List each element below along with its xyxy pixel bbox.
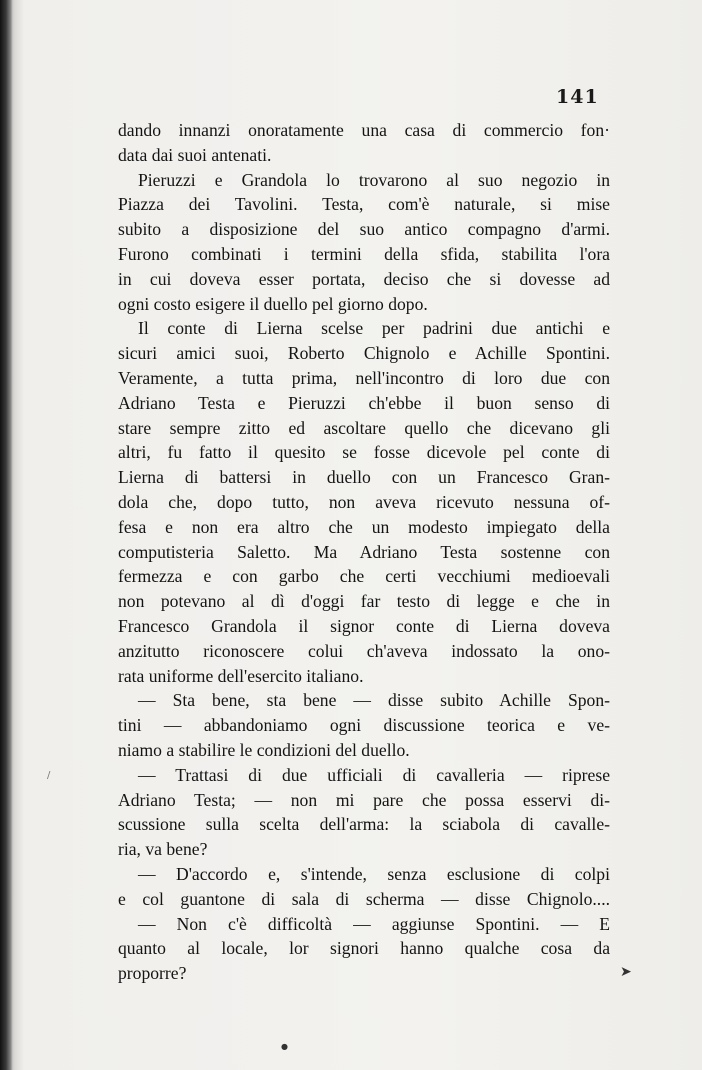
- text-line: e col guantone di sala di scherma — disse Chignolo....: [118, 888, 610, 909]
- text-line: niamo a stabilire le condizioni del duello.: [118, 739, 410, 760]
- text-line: tini — abbandoniamo ogni discussione teorica e ve-: [118, 715, 610, 736]
- text-line: ria, va bene?: [118, 839, 208, 860]
- text-line: dola che, dopo tutto, non aveva ricevuto nessuna of-: [118, 491, 610, 512]
- text-line: — Trattasi di due ufficiali di cavalleria — riprese: [138, 764, 610, 785]
- text-line: Francesco Grandola il signor conte di Lierna doveva: [118, 615, 610, 636]
- text-line: ogni costo esigere il duello pel giorno dopo.: [118, 293, 428, 314]
- page-number: 141: [556, 86, 599, 108]
- ink-speck: ●: [281, 1042, 288, 1051]
- text-line: Lierna di battersi in duello con un Francesco Gran-: [118, 467, 610, 488]
- text-line: Il conte di Lierna scelse per padrini due antichi e: [138, 318, 610, 339]
- text-line: dando innanzi onoratamente una casa di commercio fon·: [118, 120, 610, 140]
- text-line: subito a disposizione del suo antico compagno d'armi.: [118, 219, 610, 240]
- text-line: — Non c'è difficoltà — aggiunse Spontini. — E: [138, 913, 610, 934]
- text-line: sicuri amici suoi, Roberto Chignolo e Achille Spontini.: [118, 343, 610, 364]
- text-line: Piazza dei Tavolini. Testa, com'è naturale, si mise: [118, 194, 610, 215]
- text-line: proporre?: [118, 963, 187, 984]
- text-line: Veramente, a tutta prima, nell'incontro di loro due con: [118, 367, 610, 388]
- text-line: rata uniforme dell'esercito italiano.: [118, 665, 364, 686]
- text-line: anzitutto riconoscere colui ch'aveva indossato la ono-: [118, 640, 610, 661]
- text-line: non potevano al dì d'oggi far testo di legge e che in: [118, 591, 610, 612]
- text-line: fermezza e con garbo che certi vecchiumi medioevali: [118, 566, 610, 587]
- text-line: data dai suoi antenati.: [118, 144, 272, 165]
- text-line: — D'accordo e, s'intende, senza esclusione di colpi: [138, 863, 610, 884]
- text-line: quanto al locale, lor signori hanno qualche cosa da: [118, 938, 610, 959]
- text-line: stare sempre zitto ed ascoltare quello che dicevano gli: [118, 417, 610, 438]
- text-line: Adriano Testa; — non mi pare che possa esservi di-: [118, 789, 610, 810]
- text-line: in cui doveva esser portata, deciso che si dovesse ad: [118, 268, 610, 289]
- text-line: altri, fu fatto il quesito se fosse dicevole pel conte di: [118, 442, 610, 463]
- text-line: Adriano Testa e Pieruzzi ch'ebbe il buon senso di: [118, 392, 610, 413]
- text-line: Furono combinati i termini della sfida, stabilita l'ora: [118, 243, 610, 264]
- ink-speck: /: [47, 770, 51, 781]
- text-line: — Sta bene, sta bene — disse subito Achille Spon-: [138, 690, 610, 711]
- book-spine-shadow: [0, 0, 12, 1070]
- text-line: fesa e non era altro che un modesto impiegato della: [118, 516, 610, 537]
- text-line: computisteria Saletto. Ma Adriano Testa sostenne con: [118, 541, 610, 562]
- text-line: scussione sulla scelta dell'arma: la sciabola di cavalle-: [118, 814, 610, 835]
- text-line: Pieruzzi e Grandola lo trovarono al suo negozio in: [138, 169, 610, 190]
- page-body-text: [118, 118, 610, 986]
- ink-speck: ➤: [620, 964, 632, 980]
